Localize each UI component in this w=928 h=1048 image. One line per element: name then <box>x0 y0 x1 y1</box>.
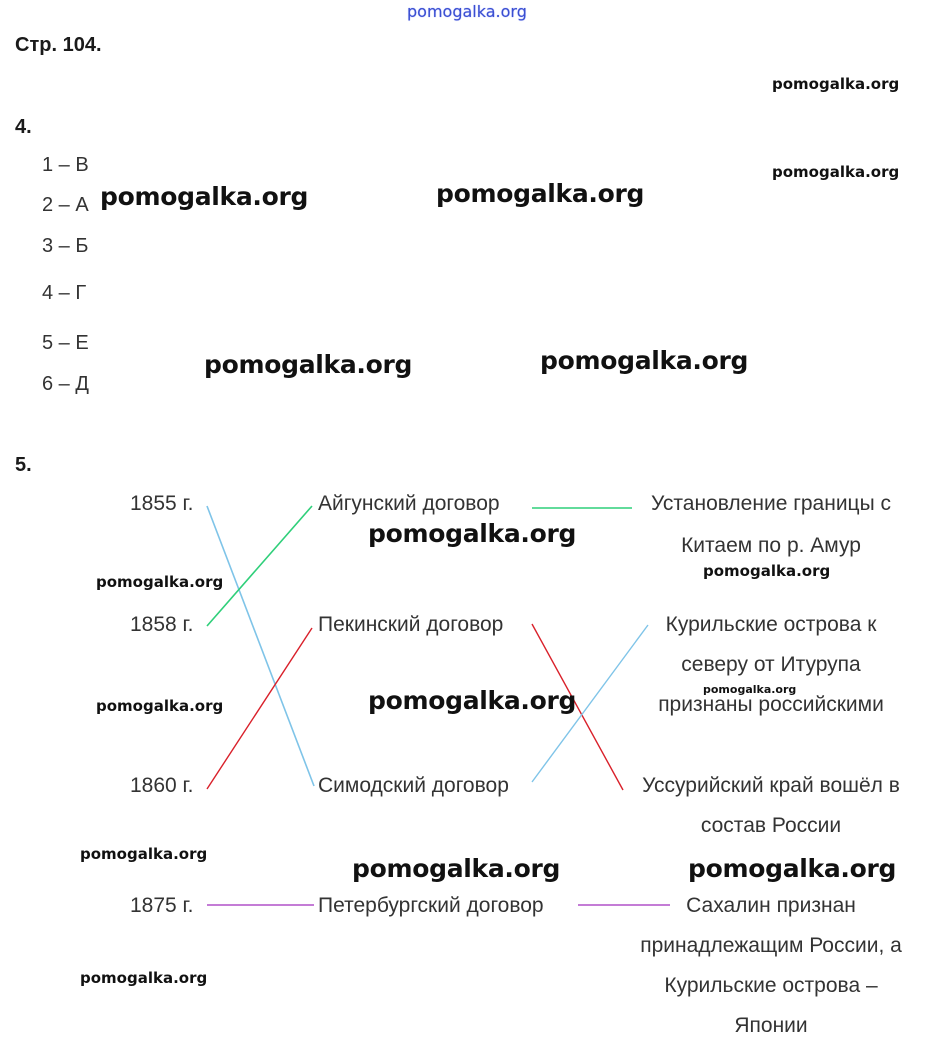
watermark-logo: pomogalka.org <box>688 854 897 883</box>
watermark-logo: pomogalka.org <box>772 75 900 93</box>
watermark-logo: pomogalka.org <box>352 854 561 883</box>
watermark-logo: pomogalka.org <box>96 697 224 715</box>
watermark-logo: pomogalka.org <box>80 845 208 863</box>
watermark-logo: pomogalka.org <box>436 179 645 208</box>
watermark-top: pomogalka.org <box>407 2 527 21</box>
result-amur-line: Китаем по р. Амур <box>681 534 861 557</box>
watermark-logo: pomogalka.org <box>100 182 309 211</box>
watermark-logo: pomogalka.org <box>703 562 831 580</box>
treaty-simoda: Симодский договор <box>318 774 509 797</box>
result-kurils-line: признаны российскими <box>658 693 884 716</box>
result-ussuri-line: Уссурийский край вошёл в <box>642 774 900 797</box>
result-sakhalin-line: Японии <box>734 1014 808 1037</box>
result-kurils-line: Курильские острова к <box>665 613 877 636</box>
result-sakhalin-line: Курильские острова – <box>664 974 878 997</box>
answer-item: 3 – Б <box>42 235 89 257</box>
answer-item: 1 – В <box>42 154 89 176</box>
treaty-aigun: Айгунский договор <box>318 492 500 515</box>
watermark-logo: pomogalka.org <box>368 686 577 715</box>
watermark-logo: pomogalka.org <box>80 969 208 987</box>
watermark-logo: pomogalka.org <box>204 350 413 379</box>
result-sakhalin-line: принадлежащим России, а <box>640 934 902 957</box>
answer-item: 5 – Е <box>42 332 89 354</box>
result-sakhalin-line: Сахалин признан <box>686 894 856 917</box>
year-1858: 1858 г. <box>130 613 194 636</box>
watermark-logo: pomogalka.org <box>96 573 224 591</box>
result-kurils-line: северу от Итурупа <box>681 653 861 676</box>
result-ussuri-line: состав России <box>700 814 842 837</box>
treaty-peking: Пекинский договор <box>318 613 504 636</box>
task-5-number: 5. <box>15 454 32 476</box>
year-1860: 1860 г. <box>130 774 194 797</box>
answer-item: 6 – Д <box>42 373 89 395</box>
treaty-petersburg: Петербургский договор <box>318 894 544 917</box>
page-title: Стр. 104. <box>15 34 102 56</box>
answer-item: 2 – А <box>42 194 89 216</box>
year-1855: 1855 г. <box>130 492 194 515</box>
watermark-logo: pomogalka.org <box>368 519 577 548</box>
line-1858-aigun <box>207 506 312 626</box>
year-1875: 1875 г. <box>130 894 194 917</box>
result-amur-line: Установление границы с <box>650 492 892 515</box>
line-1855-simoda <box>207 506 314 786</box>
watermark-logo: pomogalka.org <box>703 683 797 696</box>
watermark-logo: pomogalka.org <box>772 163 900 181</box>
watermark-logo: pomogalka.org <box>540 346 749 375</box>
answer-item: 4 – Г <box>42 282 87 304</box>
task-4-number: 4. <box>15 116 32 138</box>
